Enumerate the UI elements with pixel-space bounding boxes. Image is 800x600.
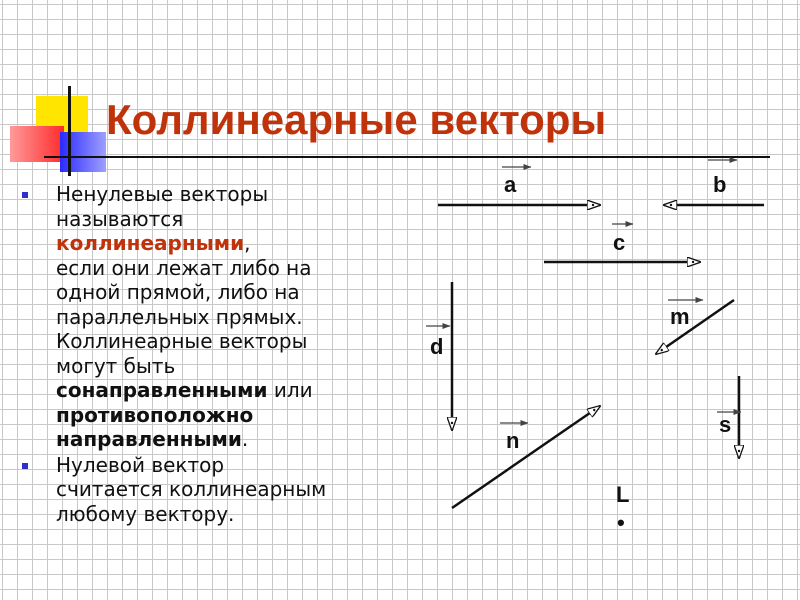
text-line: могут быть [56,353,176,378]
text-line: любому вектору. [56,501,235,526]
text-line: параллельных прямых. [56,304,303,329]
label-m: m [670,304,690,329]
text-line: называются [56,206,184,231]
text-line: считается коллинеарным [56,477,327,501]
text-fragment: или [267,378,313,402]
vector-n [452,406,600,508]
label-s: s [719,412,732,437]
label-c: c [613,230,626,255]
text-line: если они лежат либо на [56,255,312,280]
label-L: L [616,482,630,507]
text-fragment: . [241,427,249,451]
label-a: a [504,172,517,197]
text-line: Коллинеарные векторы [56,329,308,353]
text-line: противоположно [56,402,254,427]
label-b: b [713,172,727,197]
text-line: Нулевой вектор [56,452,225,477]
term-opposite: направленными [56,427,242,451]
text-line: одной прямой, либо на [56,280,300,304]
label-n: n [506,428,520,453]
point-L: • [617,510,625,535]
text-line: Ненулевые векторы [56,182,269,206]
term-codirected: сонаправленными [56,378,268,402]
slide-title: Коллинеарные векторы [106,96,607,143]
label-d: d [430,334,444,359]
text-fragment: , [244,231,251,255]
term-collinear: коллинеарными [56,231,245,255]
vector-m [656,300,734,354]
